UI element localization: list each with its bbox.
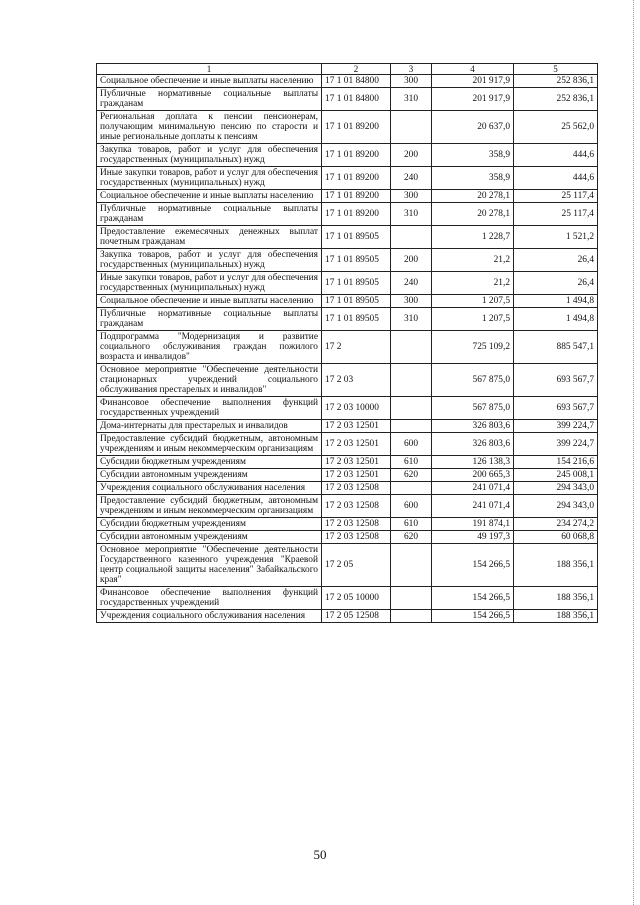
row-description: Основное мероприятие "Обеспечение деятельности стационарных учреждений социального обслуживания престарелых и инвалидов" — [97, 364, 322, 397]
amount-col-4: 20 278,1 — [432, 190, 514, 203]
amount-col-4: 21,2 — [432, 249, 514, 272]
target-article-code: 17 1 01 89200 — [322, 144, 391, 167]
expense-type-code: 600 — [391, 433, 432, 456]
amount-col-4: 358,9 — [432, 167, 514, 190]
row-description: Публичные нормативные социальные выплаты гражданам — [97, 308, 322, 331]
table-row — [97, 482, 598, 495]
row-description: Учреждения социального обслуживания населения — [97, 610, 322, 623]
table-row — [97, 469, 598, 482]
table-row — [97, 456, 598, 469]
target-article-code: 17 2 03 12501 — [322, 420, 391, 433]
target-article-code: 17 2 — [322, 331, 391, 364]
target-article-code: 17 1 01 89200 — [322, 111, 391, 144]
column-header-5: 5 — [514, 64, 598, 75]
amount-col-4: 20 637,0 — [432, 111, 514, 144]
budget-table — [96, 63, 598, 623]
amount-col-4: 1 228,7 — [432, 226, 514, 249]
expense-type-code — [391, 226, 432, 249]
amount-col-4: 201 917,9 — [432, 88, 514, 111]
target-article-code: 17 1 01 89505 — [322, 295, 391, 308]
expense-type-code — [391, 544, 432, 587]
amount-col-5: 245 008,1 — [514, 469, 598, 482]
table-row — [97, 308, 598, 331]
row-description: Субсидии автономным учреждениям — [97, 531, 322, 544]
expense-type-code: 310 — [391, 88, 432, 111]
expense-type-code — [391, 397, 432, 420]
amount-col-4: 326 803,6 — [432, 420, 514, 433]
amount-col-5: 1 494,8 — [514, 308, 598, 331]
row-description: Дома-интернаты для престарелых и инвалидов — [97, 420, 322, 433]
page-edge-line — [633, 0, 634, 905]
expense-type-code: 240 — [391, 272, 432, 295]
table-row — [97, 226, 598, 249]
expense-type-code — [391, 111, 432, 144]
expense-type-code: 300 — [391, 75, 432, 88]
row-description: Предоставление субсидий бюджетным, автономным учреждениям и иным некоммерческим организациям — [97, 433, 322, 456]
amount-col-4: 358,9 — [432, 144, 514, 167]
amount-col-5: 444,6 — [514, 144, 598, 167]
table-row — [97, 495, 598, 518]
expense-type-code: 310 — [391, 203, 432, 226]
table-row — [97, 531, 598, 544]
expense-type-code: 200 — [391, 249, 432, 272]
row-description: Иные закупки товаров, работ и услуг для обеспечения государственных (муниципальных) нужд — [97, 272, 322, 295]
expense-type-code: 240 — [391, 167, 432, 190]
amount-col-5: 444,6 — [514, 167, 598, 190]
expense-type-code: 620 — [391, 469, 432, 482]
expense-type-code — [391, 331, 432, 364]
target-article-code: 17 1 01 89200 — [322, 203, 391, 226]
expense-type-code — [391, 420, 432, 433]
column-header-4: 4 — [432, 64, 514, 75]
amount-col-4: 567 875,0 — [432, 397, 514, 420]
expense-type-code: 620 — [391, 531, 432, 544]
target-article-code: 17 1 01 84800 — [322, 75, 391, 88]
table-row — [97, 420, 598, 433]
expense-type-code — [391, 587, 432, 610]
row-description: Основное мероприятие "Обеспечение деятельности Государственного казенного учреждения "Краевой центр социальной защиты населения" Забайкальского края" — [97, 544, 322, 587]
target-article-code: 17 1 01 89505 — [322, 308, 391, 331]
expense-type-code: 200 — [391, 144, 432, 167]
table-row — [97, 249, 598, 272]
target-article-code: 17 2 03 12501 — [322, 456, 391, 469]
expense-type-code: 600 — [391, 495, 432, 518]
amount-col-4: 21,2 — [432, 272, 514, 295]
row-description: Финансовое обеспечение выполнения функций государственных учреждений — [97, 397, 322, 420]
expense-type-code: 300 — [391, 190, 432, 203]
target-article-code: 17 2 03 12508 — [322, 495, 391, 518]
row-description: Закупка товаров, работ и услуг для обеспечения государственных (муниципальных) нужд — [97, 249, 322, 272]
expense-type-code — [391, 610, 432, 623]
row-description: Публичные нормативные социальные выплаты гражданам — [97, 88, 322, 111]
amount-col-5: 252 836,1 — [514, 88, 598, 111]
table-row — [97, 518, 598, 531]
row-description: Учреждения социального обслуживания населения — [97, 482, 322, 495]
table-row — [97, 587, 598, 610]
amount-col-5: 188 356,1 — [514, 544, 598, 587]
row-description: Иные закупки товаров, работ и услуг для обеспечения государственных (муниципальных) нужд — [97, 167, 322, 190]
amount-col-5: 294 343,0 — [514, 495, 598, 518]
row-description: Субсидии бюджетным учреждениям — [97, 456, 322, 469]
table-row — [97, 88, 598, 111]
table-row — [97, 364, 598, 397]
table-row — [97, 331, 598, 364]
table-row — [97, 203, 598, 226]
target-article-code: 17 1 01 89505 — [322, 249, 391, 272]
amount-col-5: 399 224,7 — [514, 420, 598, 433]
table-row — [97, 295, 598, 308]
expense-type-code: 610 — [391, 456, 432, 469]
amount-col-5: 693 567,7 — [514, 397, 598, 420]
amount-col-5: 60 068,8 — [514, 531, 598, 544]
page-number: 50 — [313, 847, 327, 862]
target-article-code: 17 2 03 12508 — [322, 482, 391, 495]
target-article-code: 17 2 05 — [322, 544, 391, 587]
budget-table-body — [97, 64, 598, 623]
amount-col-4: 154 266,5 — [432, 610, 514, 623]
amount-col-5: 885 547,1 — [514, 331, 598, 364]
amount-col-5: 25 117,4 — [514, 190, 598, 203]
amount-col-4: 200 665,3 — [432, 469, 514, 482]
row-description: Социальное обеспечение и иные выплаты населению — [97, 75, 322, 88]
expense-type-code — [391, 482, 432, 495]
target-article-code: 17 2 03 12508 — [322, 518, 391, 531]
table-row — [97, 433, 598, 456]
row-description: Социальное обеспечение и иные выплаты населению — [97, 295, 322, 308]
column-header-2: 2 — [322, 64, 391, 75]
table-header-row — [97, 64, 598, 75]
expense-type-code — [391, 364, 432, 397]
amount-col-5: 154 216,6 — [514, 456, 598, 469]
target-article-code: 17 1 01 89200 — [322, 167, 391, 190]
amount-col-5: 26,4 — [514, 249, 598, 272]
row-description: Финансовое обеспечение выполнения функций государственных учреждений — [97, 587, 322, 610]
target-article-code: 17 2 03 — [322, 364, 391, 397]
table-row — [97, 190, 598, 203]
table-row — [97, 272, 598, 295]
amount-col-4: 725 109,2 — [432, 331, 514, 364]
table-row — [97, 397, 598, 420]
table-row — [97, 75, 598, 88]
row-description: Предоставление ежемесячных денежных выплат почетным гражданам — [97, 226, 322, 249]
target-article-code: 17 2 05 12508 — [322, 610, 391, 623]
row-description: Региональная доплата к пенсии пенсионерам, получающим минимальную пенсию по старости и иные региональные доплаты к пенсиям — [97, 111, 322, 144]
target-article-code: 17 1 01 89505 — [322, 226, 391, 249]
amount-col-4: 154 266,5 — [432, 544, 514, 587]
amount-col-4: 154 266,5 — [432, 587, 514, 610]
column-header-3: 3 — [391, 64, 432, 75]
row-description: Субсидии автономным учреждениям — [97, 469, 322, 482]
table-row — [97, 610, 598, 623]
amount-col-5: 1 494,8 — [514, 295, 598, 308]
table-row — [97, 544, 598, 587]
column-header-1: 1 — [97, 64, 322, 75]
amount-col-5: 399 224,7 — [514, 433, 598, 456]
row-description: Предоставление субсидий бюджетным, автономным учреждениям и иным некоммерческим организациям — [97, 495, 322, 518]
amount-col-5: 26,4 — [514, 272, 598, 295]
amount-col-5: 1 521,2 — [514, 226, 598, 249]
expense-type-code: 300 — [391, 295, 432, 308]
target-article-code: 17 2 03 12501 — [322, 469, 391, 482]
amount-col-5: 25 117,4 — [514, 203, 598, 226]
target-article-code: 17 2 03 12501 — [322, 433, 391, 456]
target-article-code: 17 1 01 84800 — [322, 88, 391, 111]
amount-col-4: 567 875,0 — [432, 364, 514, 397]
target-article-code: 17 2 05 10000 — [322, 587, 391, 610]
amount-col-4: 1 207,5 — [432, 308, 514, 331]
amount-col-5: 294 343,0 — [514, 482, 598, 495]
amount-col-5: 234 274,2 — [514, 518, 598, 531]
target-article-code: 17 1 01 89505 — [322, 272, 391, 295]
row-description: Закупка товаров, работ и услуг для обеспечения государственных (муниципальных) нужд — [97, 144, 322, 167]
amount-col-5: 188 356,1 — [514, 587, 598, 610]
expense-type-code: 310 — [391, 308, 432, 331]
amount-col-4: 49 197,3 — [432, 531, 514, 544]
amount-col-5: 252 836,1 — [514, 75, 598, 88]
amount-col-4: 201 917,9 — [432, 75, 514, 88]
amount-col-4: 126 138,3 — [432, 456, 514, 469]
amount-col-5: 25 562,0 — [514, 111, 598, 144]
expense-type-code: 610 — [391, 518, 432, 531]
row-description: Субсидии бюджетным учреждениям — [97, 518, 322, 531]
table-row — [97, 144, 598, 167]
row-description: Публичные нормативные социальные выплаты гражданам — [97, 203, 322, 226]
table-row — [97, 167, 598, 190]
amount-col-4: 241 071,4 — [432, 495, 514, 518]
row-description: Социальное обеспечение и иные выплаты населению — [97, 190, 322, 203]
amount-col-4: 1 207,5 — [432, 295, 514, 308]
amount-col-4: 191 874,1 — [432, 518, 514, 531]
target-article-code: 17 2 03 10000 — [322, 397, 391, 420]
amount-col-5: 188 356,1 — [514, 610, 598, 623]
table-row — [97, 111, 598, 144]
amount-col-4: 20 278,1 — [432, 203, 514, 226]
target-article-code: 17 1 01 89200 — [322, 190, 391, 203]
amount-col-5: 693 567,7 — [514, 364, 598, 397]
target-article-code: 17 2 03 12508 — [322, 531, 391, 544]
row-description: Подпрограмма "Модернизация и развитие социального обслуживания граждан пожилого возраста и инвалидов" — [97, 331, 322, 364]
amount-col-4: 241 071,4 — [432, 482, 514, 495]
amount-col-4: 326 803,6 — [432, 433, 514, 456]
